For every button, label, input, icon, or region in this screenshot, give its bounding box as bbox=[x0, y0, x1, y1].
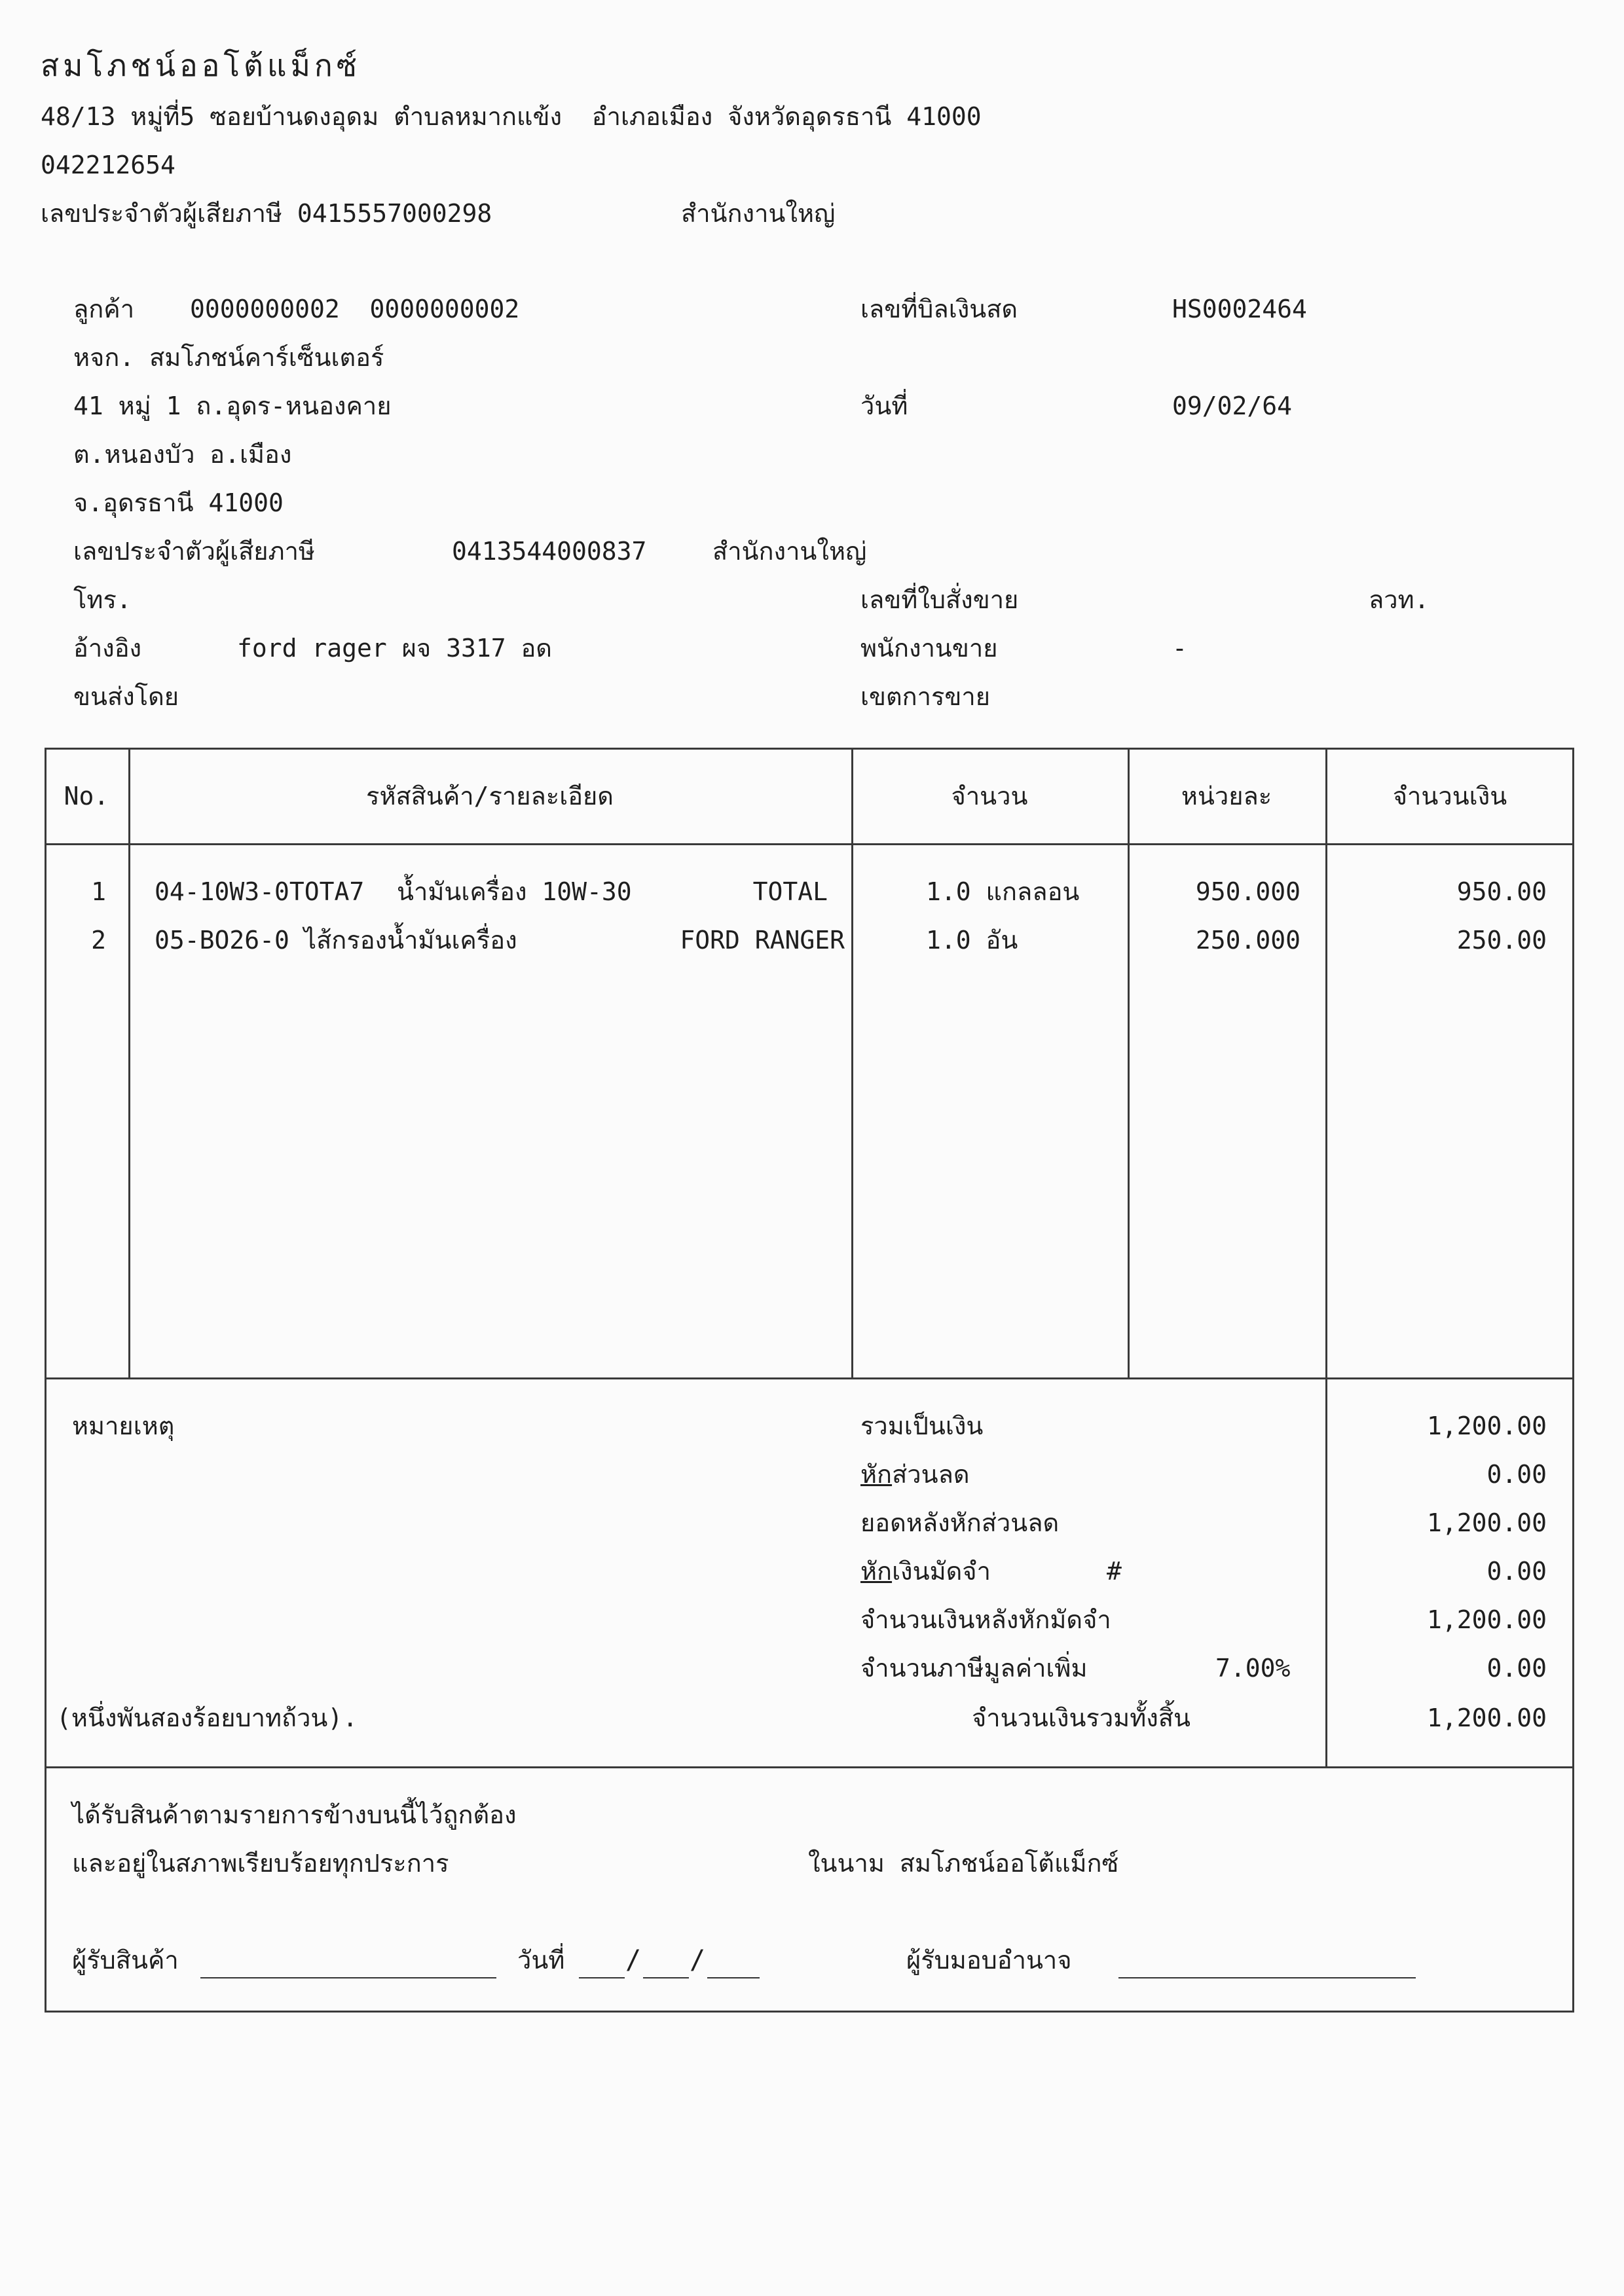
customer-ref-label: อ้างอิง bbox=[73, 634, 142, 663]
acknowledgement-line-1: ได้รับสินค้าตามรายการข้างบนนี้ไว้ถูกต้อง bbox=[72, 1800, 517, 1829]
row-description: ไส้กรองน้ำมันเครื่อง bbox=[304, 926, 517, 955]
customer-address-1: 41 หมู่ 1 ถ.อุดร-หนองคาย bbox=[73, 392, 392, 420]
deposit-label bbox=[860, 1556, 991, 1587]
bill-date-label: วันที่ bbox=[860, 392, 908, 420]
customer-code: 0000000002 0000000002 bbox=[190, 295, 520, 323]
row-unit-price: 950.000 bbox=[1195, 877, 1301, 906]
col-divider-no bbox=[128, 748, 130, 1377]
grand-total-value: 1,200.00 bbox=[1426, 1704, 1547, 1732]
vat-label: จำนวนภาษีมูลค่าเพิ่ม bbox=[860, 1654, 1088, 1683]
sales-order-value: ลวท. bbox=[1369, 585, 1430, 614]
row-brand: FORD RANGER bbox=[680, 926, 845, 955]
vat-value: 0.00 bbox=[1486, 1654, 1547, 1683]
after-deposit-value: 1,200.00 bbox=[1426, 1605, 1547, 1634]
customer-tax-id: 0413544000837 bbox=[452, 537, 647, 566]
col-divider-desc bbox=[851, 748, 853, 1377]
grand-total-label: จำนวนเงินรวมทั้งสิ้น bbox=[972, 1704, 1190, 1732]
bill-no-label: เลขที่บิลเงินสด bbox=[860, 295, 1018, 323]
subtotal-label: รวมเป็นเงิน bbox=[860, 1412, 984, 1440]
company-phone: 042212654 bbox=[41, 151, 175, 179]
header-unit-price: หน่วยละ bbox=[1181, 782, 1272, 811]
deposit-value: 0.00 bbox=[1486, 1557, 1547, 1586]
row-amount: 950.00 bbox=[1456, 877, 1547, 906]
row-no: 1 bbox=[91, 877, 106, 906]
receive-date-month-line[interactable] bbox=[643, 1977, 689, 1978]
sales-order-label: เลขที่ใบสั่งขาย bbox=[860, 585, 1019, 614]
col-divider-qty bbox=[1128, 748, 1130, 1377]
row-brand: TOTAL bbox=[752, 877, 828, 906]
discount-label bbox=[860, 1459, 970, 1490]
customer-tax-label: เลขประจำตัวผู้เสียภาษี bbox=[73, 537, 315, 566]
customer-ship-label: ขนส่งโดย bbox=[73, 682, 179, 711]
authorized-label: ผู้รับมอบอำนาจ bbox=[906, 1946, 1072, 1975]
table-body-divider bbox=[45, 1377, 1574, 1379]
customer-address-3: จ.อุดรธานี 41000 bbox=[73, 488, 284, 517]
row-quantity: 1.0 อัน bbox=[926, 926, 1018, 955]
authorized-signature-line[interactable] bbox=[1118, 1977, 1416, 1978]
receiver-signature-line[interactable] bbox=[200, 1977, 496, 1978]
receive-date-day-line[interactable] bbox=[579, 1977, 625, 1978]
date-slash-icon: / bbox=[690, 1945, 706, 1975]
deposit-hash: # bbox=[1107, 1557, 1122, 1586]
row-no: 2 bbox=[91, 926, 106, 955]
customer-branch: สำนักงานใหญ่ bbox=[712, 537, 867, 566]
company-tax-id: เลขประจำตัวผู้เสียภาษี 0415557000298 bbox=[41, 199, 492, 228]
after-deposit-label: จำนวนเงินหลังหักมัดจำ bbox=[860, 1605, 1111, 1634]
discount-label-suffix: ส่วนลด bbox=[892, 1460, 970, 1489]
company-name: สมโภชน์ออโต้แม็กซ์ bbox=[41, 48, 361, 83]
receiver-label: ผู้รับสินค้า bbox=[72, 1946, 179, 1975]
customer-label: ลูกค้า bbox=[73, 295, 135, 323]
header-quantity: จำนวน bbox=[951, 782, 1028, 811]
company-address: 48/13 หมู่ที่5 ซอยบ้านดงอุดม ตำบลหมากแข้ง อำเภอเมือง จังหวัดอุดรธานี 41000 bbox=[41, 102, 982, 131]
summary-divider bbox=[45, 1766, 1574, 1768]
date-slash-icon: / bbox=[625, 1945, 642, 1975]
header-amount: จำนวนเงิน bbox=[1392, 782, 1507, 811]
row-code: 05-BO26-0 bbox=[155, 926, 289, 955]
remark-label: หมายเหตุ bbox=[72, 1412, 175, 1440]
deposit-label-suffix: เงินมัดจำ bbox=[892, 1557, 991, 1586]
after-discount-label: ยอดหลังหักส่วนลด bbox=[860, 1508, 1060, 1537]
bill-no-value: HS0002464 bbox=[1172, 295, 1307, 323]
on-behalf-of: ในนาม สมโภชน์ออโต้แม็กซ์ bbox=[808, 1849, 1119, 1878]
customer-address-2: ต.หนองบัว อ.เมือง bbox=[73, 440, 292, 469]
header-description: รหัสสินค้า/รายละเอียด bbox=[366, 782, 614, 811]
customer-ref-value: ford rager ผจ 3317 อด bbox=[237, 634, 552, 663]
subtotal-value: 1,200.00 bbox=[1426, 1412, 1547, 1440]
acknowledgement-line-2: และอยู่ในสภาพเรียบร้อยทุกประการ bbox=[72, 1849, 449, 1878]
bill-date-value: 09/02/64 bbox=[1172, 392, 1293, 420]
amount-in-words: (หนึ่งพันสองร้อยบาทถ้วน). bbox=[56, 1704, 358, 1732]
after-discount-value: 1,200.00 bbox=[1426, 1508, 1547, 1537]
sales-area-label: เขตการขาย bbox=[860, 682, 990, 711]
vat-rate: 7.00% bbox=[1215, 1654, 1291, 1683]
table-header-divider bbox=[45, 843, 1574, 845]
row-quantity: 1.0 แกลลอน bbox=[926, 877, 1080, 906]
customer-name: หจก. สมโภชน์คาร์เซ็นเตอร์ bbox=[73, 343, 384, 372]
discount-label-prefix: หัก bbox=[860, 1460, 893, 1489]
customer-phone-label: โทร. bbox=[73, 585, 132, 614]
deposit-label-prefix: หัก bbox=[860, 1557, 893, 1586]
company-branch: สำนักงานใหญ่ bbox=[681, 199, 836, 228]
discount-value: 0.00 bbox=[1486, 1460, 1547, 1489]
row-amount: 250.00 bbox=[1456, 926, 1547, 955]
row-description: น้ำมันเครื่อง 10W-30 bbox=[397, 877, 632, 906]
row-unit-price: 250.000 bbox=[1195, 926, 1301, 955]
salesperson-label: พนักงานขาย bbox=[860, 634, 998, 663]
receive-date-year-line[interactable] bbox=[707, 1977, 760, 1978]
receive-date-label: วันที่ bbox=[517, 1946, 565, 1975]
header-no: No. bbox=[64, 782, 109, 811]
row-code: 04-10W3-0TOTA7 bbox=[155, 877, 365, 906]
salesperson-value: - bbox=[1172, 634, 1187, 663]
